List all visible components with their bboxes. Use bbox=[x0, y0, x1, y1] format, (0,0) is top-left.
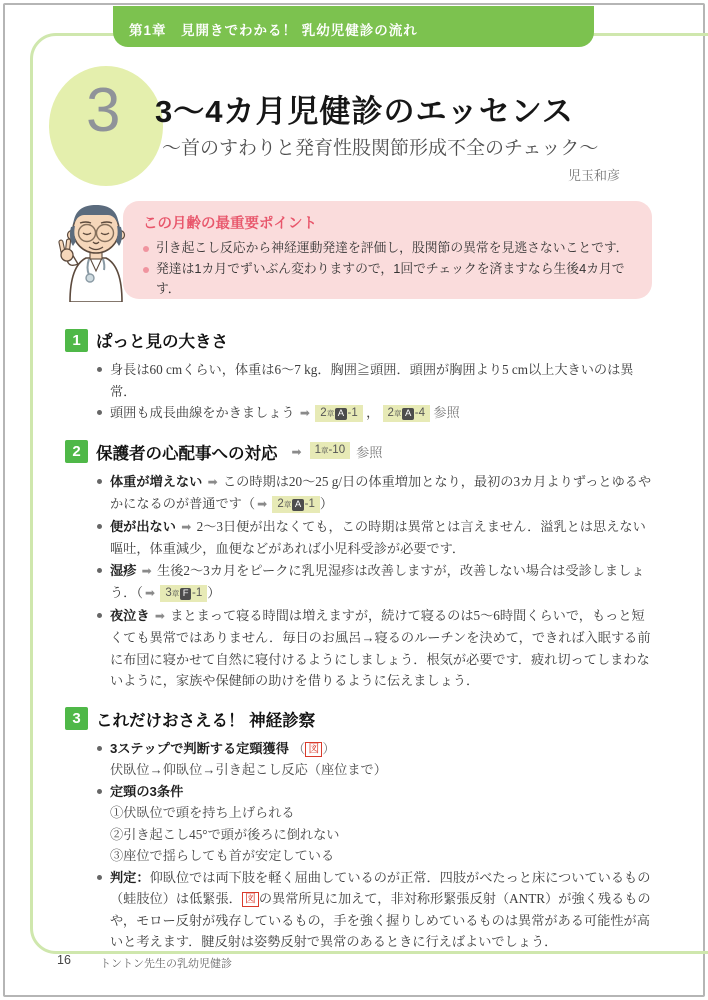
list-item bbox=[97, 359, 657, 402]
ref-chapter: 章 bbox=[393, 409, 402, 418]
footer-page-number: 16 bbox=[57, 953, 71, 967]
bullet-icon bbox=[97, 613, 102, 618]
item-text: の異常所見に加えて，非対称形緊張反射（ANTR）が強く残るものや，モロー反射が残存しているもの，手を強く握りしめているものは異常がある可能性が高いと考えます．腱反射は姿勢反射で異常のあるときに行えばよいでしょう． bbox=[110, 891, 651, 949]
doctor-icon bbox=[56, 196, 136, 302]
section-2-title: 保護者の心配事への対応 bbox=[96, 444, 278, 463]
item-lead: 便が出ない bbox=[110, 518, 176, 534]
ref-num: 2 bbox=[277, 498, 284, 510]
bullet-icon bbox=[97, 524, 102, 529]
ref-tag bbox=[160, 585, 207, 602]
list-item bbox=[97, 605, 657, 692]
ref-num: 3 bbox=[165, 587, 172, 599]
list-item bbox=[97, 402, 657, 425]
page-title: 3〜4カ月児健診のエッセンス bbox=[155, 94, 574, 129]
ref-tag bbox=[272, 496, 319, 513]
arrow-icon: ➡ bbox=[181, 519, 192, 534]
ref-chapter: 章 bbox=[283, 500, 292, 509]
ref-num: 2 bbox=[387, 407, 394, 419]
bullet-icon bbox=[143, 246, 149, 252]
item-lead: 判定： bbox=[110, 869, 150, 885]
item-text: ） bbox=[207, 585, 221, 600]
page-subtitle: 〜首のすわりと発育性股関節形成不全のチェック〜 bbox=[162, 138, 599, 159]
section-1-heading bbox=[65, 328, 657, 352]
paren: （ bbox=[292, 740, 306, 756]
item-text: 身長は60 cmくらい，体重は6〜7 kg．胸囲≧頭囲．頭囲が胸囲より5 cm以上大きいのは異常． bbox=[110, 362, 634, 399]
item-text: 仰臥位では両下肢を軽く屈曲しているのが正常．四肢がべたっと床についているもの（蛙肢位）は低緊張． bbox=[110, 869, 651, 906]
key-point-item bbox=[143, 259, 636, 300]
section-3-heading bbox=[65, 707, 657, 731]
chapter-banner bbox=[113, 6, 594, 47]
ref-letter: A bbox=[402, 408, 413, 420]
chapter-banner-text: 第1章 見開きでわかる！ 乳幼児健診の流れ bbox=[129, 23, 418, 38]
paren: ） bbox=[322, 740, 336, 756]
section-2-list bbox=[97, 471, 657, 692]
item-text: 2〜3日便が出なくても，この時期は異常とは言えません．溢乳とは思えない嘔吐，体重減少，血便などがあれば小児科受診が必要です． bbox=[110, 518, 646, 556]
item-lead: 3ステップで判断する定頸獲得 bbox=[110, 740, 289, 756]
ref-see-label: 参照 bbox=[433, 405, 460, 420]
author-name: 児玉和彦 bbox=[567, 168, 620, 183]
key-point-text: 引き起こし反応から神経運動発達を評価し，股関節の異常を見逃さないことです． bbox=[156, 240, 629, 255]
item-text: 生後2〜3カ月をピークに乳児湿疹は改善しますが，改善しない場合は受診しましょう．（ bbox=[110, 562, 645, 600]
ref-tag bbox=[315, 405, 362, 422]
key-points-title: この月齢の最重要ポイント bbox=[143, 216, 317, 232]
section-3-title: これだけおさえる！ 神経診察 bbox=[96, 711, 316, 730]
arrow-icon: ➡ bbox=[291, 444, 302, 459]
doctor-illustration bbox=[56, 196, 136, 307]
list-item bbox=[97, 560, 657, 605]
key-points-box bbox=[123, 201, 652, 299]
ref-letter: F bbox=[180, 588, 191, 600]
section-2-number-badge: 2 bbox=[65, 440, 88, 463]
item-text: まとまって寝る時間は増えますが，続けて寝るのは5〜6時間くらいで，もっと短くても異常ではありません．毎日のお風呂→寝るのルーチンを決めて，できれば入眠する前に布団に寝かせて自然に寝付けるようにしましょう．根気が必要です．疲れ切ってしまわないように，家族や保健師の助けを借りるように伝えましょう． bbox=[110, 607, 651, 688]
ref-suffix: -1 bbox=[347, 407, 358, 419]
sub-line: ①伏臥位で頭を持ち上げられる bbox=[110, 805, 295, 820]
list-item bbox=[97, 738, 657, 760]
section-2-heading bbox=[65, 440, 657, 464]
sub-line: ③座位で揺らしても首が安定している bbox=[110, 848, 335, 863]
item-lead: 夜泣き bbox=[110, 607, 150, 623]
item-text: ） bbox=[319, 496, 334, 511]
bullet-icon bbox=[143, 267, 149, 273]
ref-suffix: -4 bbox=[414, 407, 426, 419]
item-lead: 定頸の3条件 bbox=[110, 783, 184, 799]
section-1-number-badge: 1 bbox=[65, 329, 88, 352]
bullet-icon bbox=[97, 367, 102, 372]
item-lead: 体重が増えない bbox=[110, 473, 203, 489]
ref-num: 2 bbox=[320, 407, 327, 419]
ref-chapter: 章 bbox=[320, 446, 329, 455]
arrow-icon: ➡ bbox=[154, 608, 165, 623]
section-2-heading-ref bbox=[290, 442, 383, 461]
list-item bbox=[97, 516, 657, 560]
item-text: この時期は20〜25 g/日の体重増加となり，最初の3カ月よりずっとゆるやかになるのが普通です（ bbox=[110, 473, 652, 511]
list-item bbox=[97, 781, 657, 803]
ref-letter: A bbox=[292, 499, 303, 511]
bullet-icon bbox=[97, 479, 102, 484]
key-point-item bbox=[143, 238, 636, 259]
ref-letter: A bbox=[335, 408, 346, 420]
ref-see-label: 参照 bbox=[356, 445, 383, 460]
figure-tag: 図 bbox=[242, 892, 259, 907]
bullet-icon bbox=[97, 789, 102, 794]
arrow-icon: ➡ bbox=[257, 497, 268, 511]
item-text: 頭囲も成長曲線をかきましょう bbox=[110, 405, 295, 420]
arrow-icon: ➡ bbox=[144, 586, 156, 600]
list-item bbox=[97, 471, 657, 516]
section-3-number-badge: 3 bbox=[65, 707, 88, 730]
figure-tag: 図 bbox=[305, 742, 322, 757]
separator: ， bbox=[366, 405, 380, 420]
ref-chapter: 章 bbox=[326, 409, 335, 418]
bullet-icon bbox=[97, 746, 102, 751]
bullet-icon bbox=[97, 410, 102, 415]
bullet-icon bbox=[97, 875, 102, 880]
arrow-icon: ➡ bbox=[207, 474, 218, 489]
ref-suffix: -1 bbox=[192, 587, 203, 599]
sub-line: 伏臥位→仰臥位→引き起こし反応（座位まで） bbox=[110, 762, 387, 777]
arrow-icon: ➡ bbox=[299, 406, 310, 420]
ref-suffix: -1 bbox=[304, 498, 315, 510]
ref-suffix: -10 bbox=[328, 444, 346, 456]
bullet-icon bbox=[97, 568, 102, 573]
sub-line: ②引き起こし45°で頭が後ろに倒れない bbox=[110, 826, 340, 842]
ref-tag bbox=[383, 405, 430, 422]
ref-tag bbox=[310, 442, 351, 459]
section-1-title: ぱっと見の大きさ bbox=[96, 333, 228, 351]
ref-chapter: 章 bbox=[171, 589, 180, 598]
ref-num: 1 bbox=[314, 444, 321, 456]
sections-container bbox=[65, 328, 657, 953]
section-number: 3 bbox=[86, 76, 121, 145]
item-lead: 湿疹 bbox=[110, 562, 137, 578]
footer-book-title: トントン先生の乳幼児健診 bbox=[100, 958, 232, 970]
section-3-list bbox=[97, 738, 657, 953]
key-point-text: 発達は1カ月でずいぶん変わりますので，1回でチェックを済ますなら生後4カ月です． bbox=[156, 260, 625, 296]
section-1-list bbox=[97, 359, 657, 425]
list-item bbox=[97, 867, 657, 953]
arrow-icon: ➡ bbox=[141, 563, 152, 578]
